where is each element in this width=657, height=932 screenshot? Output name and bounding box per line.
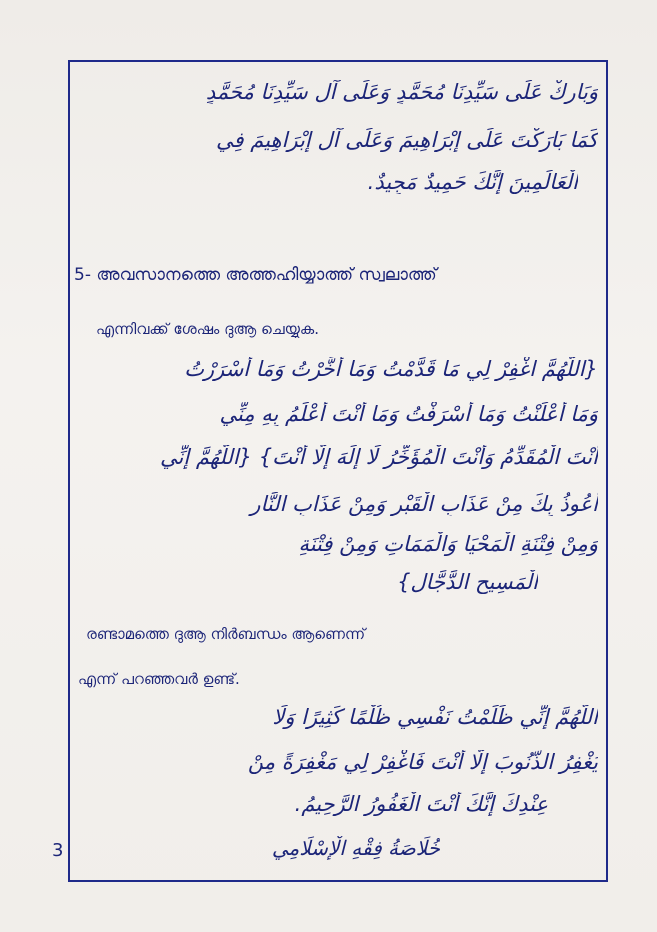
arabic-dua-line-3: أَنْتَ الْمُقَدِّمُ وَأَنْتَ الْمُؤَخِّرُ لَا إِلَهَ إِلَّا أَنْتَ} {اللَّهُمَّ إِنِّي [160,445,598,469]
arabic-line-3: الْعَالَمِينَ إِنَّكَ حَمِيدٌ مَجِيدٌ. [367,170,578,194]
arabic-dua-line-1: {اللَّهُمَّ اغْفِرْ لِي مَا قَدَّمْتُ وَمَا أَخَّرْتُ وَمَا أَسْرَرْتُ [184,357,598,381]
arabic-dua-line-4: أَعُوذُ بِكَ مِنْ عَذَابِ الْقَبْرِ وَمِنْ عَذَابِ النَّارِ [250,492,598,516]
arabic-dua-line-5: وَمِنْ فِتْنَةِ الْمَحْيَا وَالْمَمَاتِ وَمِنْ فِتْنَةِ [298,532,598,556]
arabic-line-1: وَبَارِكْ عَلَى سَيِّدِنَا مُحَمَّدٍ وَعَلَى آلِ سَيِّدِنَا مُحَمَّدٍ [205,80,598,104]
arabic-dua2-line-3: عِنْدِكَ إِنَّكَ أَنْتَ الْغَفُورُ الرَّحِيمُ. [294,792,548,816]
source-reference: خُلَاصَةُ فِقْهِ الْإِسْلَامِي [271,836,440,860]
arabic-dua-line-2: وَمَا أَعْلَنْتُ وَمَا أَسْرَفْتُ وَمَا أَنْتَ أَعْلَمُ بِهِ مِنِّي [219,402,598,426]
arabic-dua2-line-2: يَغْفِرُ الذُّنُوبَ إِلَّا أَنْتَ فَاغْفِرْ لِي مَغْفِرَةً مِنْ [247,750,598,774]
malayalam-line-3: എന്ന് പറഞ്ഞവർ ഉണ്ട്. [78,670,240,688]
malayalam-line-1: എന്നിവക്ക് ശേഷം ദുആ ചെയ്യുക. [96,320,319,338]
arabic-dua2-line-1: اللَّهُمَّ إِنِّي ظَلَمْتُ نَفْسِي ظُلْمًا كَثِيرًا وَلَا [272,705,598,729]
section-5-heading: 5- അവസാനത്തെ അത്തഹിയ്യാത്ത് സ്വലാത്ത് [74,265,437,285]
arabic-dua-line-6: الْمَسِيحِ الدَّجَّالِ} [397,570,538,594]
page-number: 3 [52,840,64,861]
arabic-line-2: كَمَا بَارَكْتَ عَلَى إِبْرَاهِيمَ وَعَلَى آلِ إِبْرَاهِيمَ فِي [216,128,598,152]
malayalam-line-2: രണ്ടാമത്തെ ദുആ നിർബന്ധം ആണെന്ന് [86,625,366,643]
